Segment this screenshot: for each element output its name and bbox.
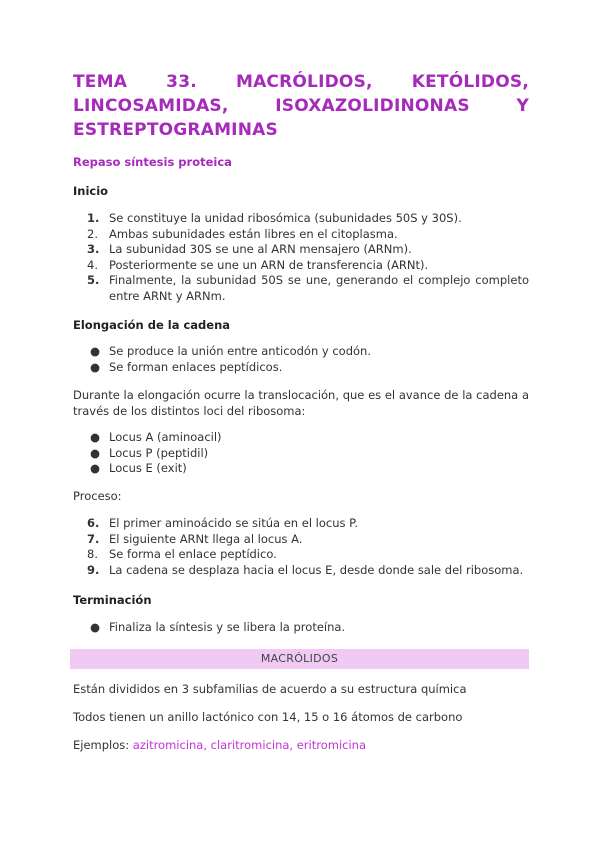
list-item	[73, 547, 529, 563]
list-item	[73, 620, 529, 636]
list-number: 4.	[87, 257, 98, 272]
list-item	[73, 516, 529, 532]
bullet-icon: ●	[90, 344, 101, 358]
elongacion-list	[73, 344, 529, 375]
list-number: 7.	[87, 531, 100, 546]
list-item-text: Locus E (exit)	[109, 461, 187, 475]
title-line-1: TEMA 33. MACRÓLIDOS, KETÓLIDOS,	[73, 72, 529, 92]
paragraph-subfamilias: Están divididos en 3 subfamilias de acuerdo a su estructura química	[73, 682, 467, 696]
list-item	[73, 227, 529, 243]
proceso-list	[73, 516, 529, 578]
bullet-icon: ●	[90, 461, 101, 475]
section-subtitle: Repaso síntesis proteica	[73, 155, 232, 169]
proceso-label: Proceso:	[73, 489, 122, 503]
list-item	[73, 273, 529, 304]
loci-list	[73, 430, 529, 477]
list-item-text: Posteriormente se une un ARN de transferencia (ARNt).	[109, 257, 429, 272]
list-item-text: Se forma el enlace peptídico.	[109, 547, 277, 561]
list-item-text: Locus A (aminoacil)	[109, 430, 222, 444]
list-item	[73, 446, 529, 462]
list-item	[73, 344, 529, 360]
bullet-icon: ●	[90, 430, 101, 444]
list-item	[73, 532, 529, 548]
list-item-text: Finalmente, la subunidad 50S se une, generando el complejo completo entre ARNt y ARNm.	[109, 273, 529, 303]
list-item	[73, 461, 529, 477]
list-item-text: Finaliza la síntesis y se libera la proteína.	[109, 620, 346, 634]
list-item-text: Se constituye la unidad ribosómica (subunidades 50S y 30S).	[109, 211, 462, 225]
title-line-3: ESTREPTOGRAMINAS	[73, 120, 278, 140]
bullet-icon: ●	[90, 445, 101, 460]
bullet-icon: ●	[90, 620, 101, 634]
list-item-text: El primer aminoácido se sitúa en el locus P.	[109, 516, 358, 530]
list-item-text: Locus P (peptidil)	[109, 445, 209, 460]
list-item	[73, 258, 529, 274]
paragraph-translocacion: Durante la elongación ocurre la translocación, que es el avance de la cadena a través de los distintos loci del ribosoma:	[73, 388, 529, 418]
inicio-list	[73, 211, 529, 304]
list-item-text: La subunidad 30S se une al ARN mensajero (ARNm).	[109, 242, 412, 256]
heading-inicio: Inicio	[73, 184, 109, 198]
list-item-text: Ambas subunidades están libres en el citoplasma.	[109, 226, 398, 241]
list-number: 9.	[87, 562, 100, 577]
list-item-text: Se produce la unión entre anticodón y codón.	[109, 344, 371, 358]
list-item-text: La cadena se desplaza hacia el locus E, desde donde sale del ribosoma.	[109, 562, 524, 577]
page-title	[73, 70, 529, 142]
terminacion-list	[73, 620, 529, 636]
section-banner-macrolidos: MACRÓLIDOS	[70, 649, 529, 669]
list-item-text: El siguiente ARNt llega al locus A.	[109, 531, 303, 546]
list-item	[73, 360, 529, 376]
list-item-text: Se forman enlaces peptídicos.	[109, 359, 283, 374]
heading-terminacion: Terminación	[73, 593, 152, 607]
ejemplos-list: azitromicina, claritromicina, eritromicina	[132, 738, 366, 752]
title-line-2: LINCOSAMIDAS, ISOXAZOLIDINONAS Y	[73, 96, 529, 116]
list-number: 5.	[87, 273, 100, 287]
list-number: 8.	[87, 547, 98, 561]
list-number: 3.	[87, 242, 100, 256]
ejemplos-label: Ejemplos:	[73, 738, 133, 752]
heading-elongacion: Elongación de la cadena	[73, 318, 231, 332]
list-item	[73, 242, 529, 258]
list-item	[73, 211, 529, 227]
list-item	[73, 563, 529, 579]
paragraph-ejemplos	[73, 737, 529, 753]
list-number: 2.	[87, 226, 98, 241]
list-number: 1.	[87, 211, 100, 225]
list-item	[73, 430, 529, 446]
bullet-icon: ●	[90, 359, 101, 374]
paragraph-anillo: Todos tienen un anillo lactónico con 14, 15 o 16 átomos de carbono	[73, 710, 463, 724]
list-number: 6.	[87, 516, 100, 530]
